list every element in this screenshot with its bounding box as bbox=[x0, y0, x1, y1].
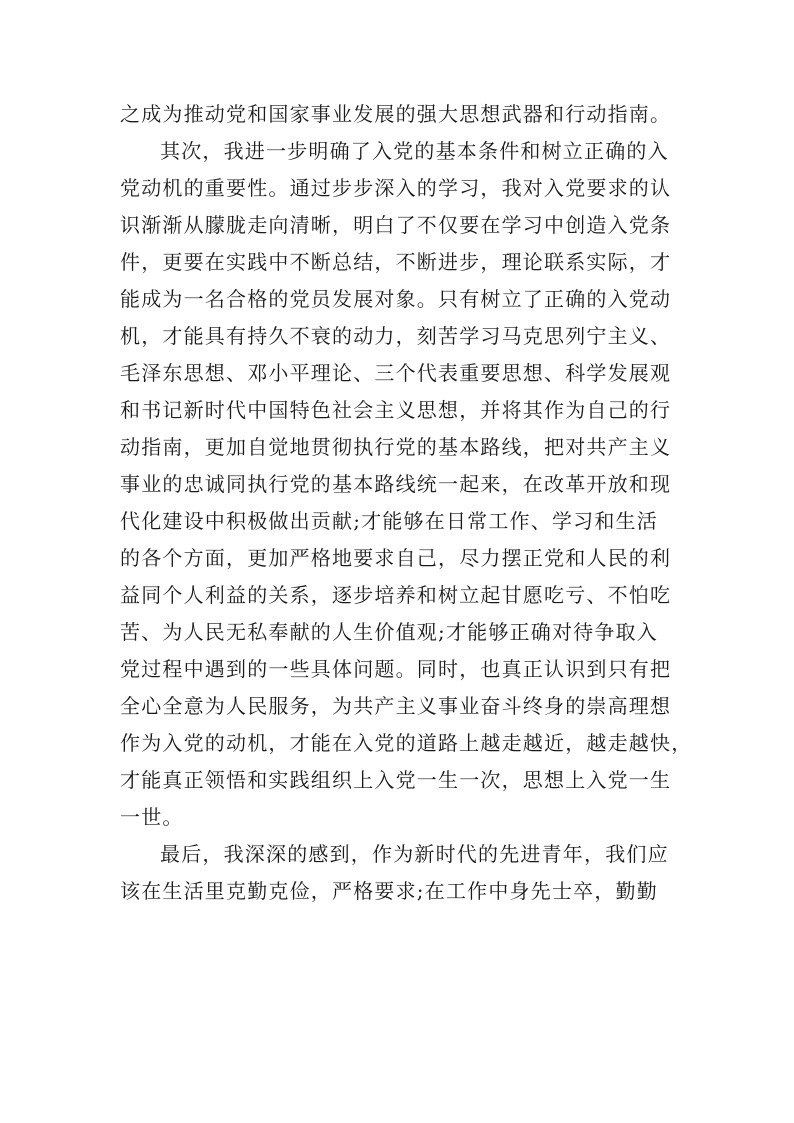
text-line: 的各个方面，更加严格地要求自己，尽力摆正党和人民的利 bbox=[120, 546, 672, 570]
text-line: 代化建设中积极做出贡献;才能够在日常工作、学习和生活 bbox=[120, 509, 658, 533]
text-line: 件，更要在实践中不断总结，不断进步，理论联系实际，才 bbox=[120, 250, 672, 274]
text-line: 才能真正领悟和实践组织上入党一生一次，思想上入党一生 bbox=[120, 768, 672, 792]
text-line: 事业的忠诚同执行党的基本路线统一起来，在改革开放和现 bbox=[120, 472, 672, 496]
text-line: 识渐渐从朦胧走向清晰，明白了不仅要在学习中创造入党条 bbox=[120, 213, 672, 237]
text-line: 和书记新时代中国特色社会主义思想，并将其作为自己的行 bbox=[120, 398, 672, 422]
text-line: 之成为推动党和国家事业发展的强大思想武器和行动指南。 bbox=[120, 102, 672, 126]
text-line: 机，才能具有持久不衰的动力，刻苦学习马克思列宁主义、 bbox=[120, 324, 672, 348]
paragraph-start-line: 最后，我深深的感到，作为新时代的先进青年，我们应 bbox=[160, 842, 669, 866]
text-line: 作为入党的动机，才能在入党的道路上越走越近，越走越快， bbox=[120, 731, 693, 755]
text-line: 该在生活里克勤克俭，严格要求;在工作中身先士卒，勤勤 bbox=[120, 879, 658, 903]
document-body bbox=[120, 96, 693, 910]
text-line: 党过程中遇到的一些具体问题。同时，也真正认识到只有把 bbox=[120, 657, 672, 681]
paragraph-start-line: 其次，我进一步明确了入党的基本条件和树立正确的入 bbox=[160, 139, 669, 163]
text-line: 党动机的重要性。通过步步深入的学习，我对入党要求的认 bbox=[120, 176, 672, 200]
text-line: 毛泽东思想、邓小平理论、三个代表重要思想、科学发展观 bbox=[120, 361, 672, 385]
text-line: 能成为一名合格的党员发展对象。只有树立了正确的入党动 bbox=[120, 287, 672, 311]
text-line: 全心全意为人民服务，为共产主义事业奋斗终身的崇高理想 bbox=[120, 694, 672, 718]
text-line: 苦、为人民无私奉献的人生价值观;才能够正确对待争取入 bbox=[120, 620, 658, 644]
text-line: 一世。 bbox=[120, 805, 184, 829]
text-line: 动指南，更加自觉地贯彻执行党的基本路线，把对共产主义 bbox=[120, 435, 672, 459]
text-line: 益同个人利益的关系，逐步培养和树立起甘愿吃亏、不怕吃 bbox=[120, 583, 672, 607]
